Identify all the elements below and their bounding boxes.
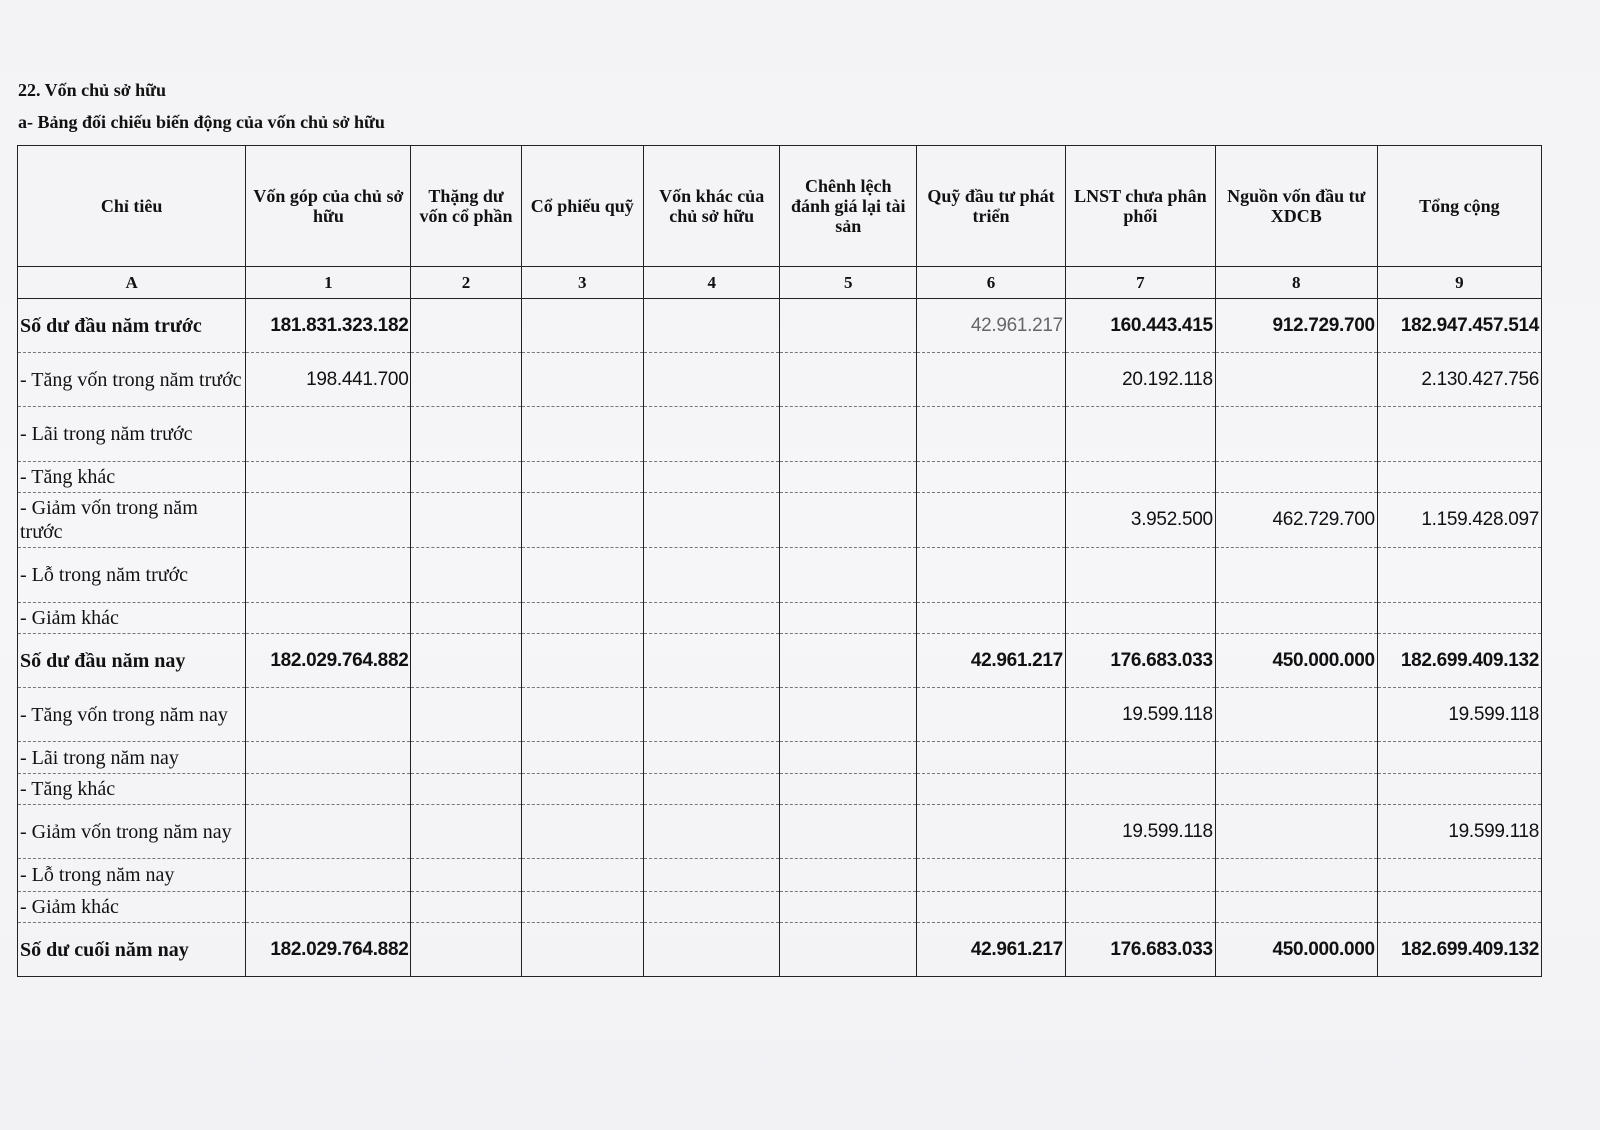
value-cell [917, 493, 1066, 548]
value-cell [643, 353, 780, 407]
value-cell [521, 462, 643, 493]
row-label: - Lỗ trong năm trước [18, 548, 246, 603]
section-subtitle: a- Bảng đối chiếu biến động của vốn chủ sở hữu [18, 112, 385, 132]
value-cell [917, 774, 1066, 805]
column-index: 7 [1065, 267, 1215, 299]
table-row [18, 688, 1542, 742]
value-cell: 176.683.033 [1065, 634, 1215, 688]
value-cell: 182.699.409.132 [1377, 923, 1541, 977]
value-cell: 19.599.118 [1377, 688, 1541, 742]
value-cell [917, 805, 1066, 859]
value-cell [411, 299, 521, 353]
column-header: Thặng dư vốn cổ phần [411, 146, 521, 267]
table-row [18, 859, 1542, 892]
header-row [18, 146, 1542, 267]
value-cell [246, 805, 411, 859]
value-cell [411, 634, 521, 688]
value-cell [1215, 892, 1377, 923]
value-cell: 160.443.415 [1065, 299, 1215, 353]
row-label: - Giảm khác [18, 603, 246, 634]
value-cell: 181.831.323.182 [246, 299, 411, 353]
row-label: - Giảm khác [18, 892, 246, 923]
column-index: A [18, 267, 246, 299]
table-row [18, 774, 1542, 805]
row-label: - Lỗ trong năm nay [18, 859, 246, 892]
row-label: Số dư cuối năm nay [18, 923, 246, 977]
value-cell [411, 923, 521, 977]
value-cell [1065, 892, 1215, 923]
value-cell [246, 892, 411, 923]
value-cell [1065, 548, 1215, 603]
value-cell [643, 688, 780, 742]
value-cell [521, 353, 643, 407]
row-label: - Giảm vốn trong năm nay [18, 805, 246, 859]
value-cell [1377, 548, 1541, 603]
table-row [18, 299, 1542, 353]
column-header: Chênh lệch đánh giá lại tài sản [780, 146, 917, 267]
table-row [18, 892, 1542, 923]
value-cell: 3.952.500 [1065, 493, 1215, 548]
value-cell [1377, 407, 1541, 462]
value-cell: 462.729.700 [1215, 493, 1377, 548]
table-header [18, 146, 1542, 267]
value-cell [780, 859, 917, 892]
column-header: Nguồn vốn đầu tư XDCB [1215, 146, 1377, 267]
value-cell [246, 774, 411, 805]
value-cell [246, 742, 411, 774]
value-cell [1215, 742, 1377, 774]
value-cell [1215, 805, 1377, 859]
value-cell [1215, 353, 1377, 407]
value-cell [411, 774, 521, 805]
value-cell [246, 603, 411, 634]
value-cell [780, 688, 917, 742]
value-cell [780, 742, 917, 774]
table-row [18, 353, 1542, 407]
value-cell: 2.130.427.756 [1377, 353, 1541, 407]
row-label: Số dư đầu năm nay [18, 634, 246, 688]
value-cell: 182.699.409.132 [1377, 634, 1541, 688]
value-cell [246, 462, 411, 493]
value-cell [643, 805, 780, 859]
table-row [18, 407, 1542, 462]
value-cell [780, 805, 917, 859]
column-header: LNST chưa phân phối [1065, 146, 1215, 267]
value-cell [521, 493, 643, 548]
value-cell [780, 299, 917, 353]
value-cell [780, 353, 917, 407]
value-cell [246, 407, 411, 462]
value-cell: 182.029.764.882 [246, 923, 411, 977]
table-row [18, 493, 1542, 548]
value-cell [1215, 859, 1377, 892]
column-index: 1 [246, 267, 411, 299]
value-cell [643, 634, 780, 688]
value-cell [521, 859, 643, 892]
column-index: 4 [643, 267, 780, 299]
value-cell: 176.683.033 [1065, 923, 1215, 977]
column-header: Vốn góp của chủ sở hữu [246, 146, 411, 267]
value-cell: 19.599.118 [1065, 805, 1215, 859]
value-cell [1215, 548, 1377, 603]
row-label: - Lãi trong năm trước [18, 407, 246, 462]
value-cell [780, 774, 917, 805]
column-header: Quỹ đầu tư phát triển [917, 146, 1066, 267]
value-cell [917, 892, 1066, 923]
value-cell [411, 688, 521, 742]
column-index: 5 [780, 267, 917, 299]
value-cell [1377, 859, 1541, 892]
value-cell [411, 603, 521, 634]
value-cell [1065, 742, 1215, 774]
value-cell [411, 462, 521, 493]
row-label: - Giảm vốn trong năm trước [18, 493, 246, 548]
value-cell [917, 462, 1066, 493]
value-cell [643, 742, 780, 774]
value-cell [1215, 462, 1377, 493]
row-label: - Tăng vốn trong năm nay [18, 688, 246, 742]
value-cell [643, 299, 780, 353]
value-cell [411, 742, 521, 774]
value-cell [780, 603, 917, 634]
value-cell [1377, 462, 1541, 493]
value-cell [643, 859, 780, 892]
value-cell [1377, 603, 1541, 634]
row-label: Số dư đầu năm trước [18, 299, 246, 353]
value-cell [411, 407, 521, 462]
value-cell [1065, 859, 1215, 892]
table-row [18, 742, 1542, 774]
equity-reconciliation-table [17, 145, 1542, 977]
row-label: - Tăng khác [18, 774, 246, 805]
value-cell [917, 688, 1066, 742]
value-cell [780, 493, 917, 548]
value-cell [521, 603, 643, 634]
table-row [18, 634, 1542, 688]
value-cell [411, 493, 521, 548]
value-cell [1215, 603, 1377, 634]
table-row [18, 603, 1542, 634]
value-cell [411, 548, 521, 603]
value-cell [521, 407, 643, 462]
value-cell [1065, 407, 1215, 462]
value-cell [780, 462, 917, 493]
column-header: Chỉ tiêu [18, 146, 246, 267]
value-cell: 19.599.118 [1377, 805, 1541, 859]
value-cell [643, 774, 780, 805]
value-cell [521, 688, 643, 742]
value-cell: 1.159.428.097 [1377, 493, 1541, 548]
value-cell [411, 892, 521, 923]
value-cell [917, 603, 1066, 634]
column-index: 3 [521, 267, 643, 299]
value-cell: 20.192.118 [1065, 353, 1215, 407]
table-row [18, 462, 1542, 493]
value-cell [246, 548, 411, 603]
value-cell [246, 859, 411, 892]
table-body [18, 267, 1542, 977]
value-cell: 450.000.000 [1215, 923, 1377, 977]
value-cell [1377, 892, 1541, 923]
value-cell [521, 548, 643, 603]
column-index: 9 [1377, 267, 1541, 299]
column-index: 6 [917, 267, 1066, 299]
value-cell [1377, 742, 1541, 774]
value-cell [780, 892, 917, 923]
value-cell [917, 548, 1066, 603]
value-cell [917, 353, 1066, 407]
value-cell [246, 688, 411, 742]
row-label: - Tăng khác [18, 462, 246, 493]
value-cell [780, 634, 917, 688]
value-cell: 42.961.217 [917, 923, 1066, 977]
value-cell: 42.961.217 [917, 634, 1066, 688]
column-header: Vốn khác của chủ sở hữu [643, 146, 780, 267]
column-index: 8 [1215, 267, 1377, 299]
value-cell [917, 859, 1066, 892]
value-cell: 182.029.764.882 [246, 634, 411, 688]
value-cell [643, 603, 780, 634]
column-header: Tổng cộng [1377, 146, 1541, 267]
value-cell [1215, 688, 1377, 742]
table-row [18, 548, 1542, 603]
row-label: - Lãi trong năm nay [18, 742, 246, 774]
value-cell [643, 548, 780, 603]
value-cell [411, 859, 521, 892]
value-cell [643, 892, 780, 923]
value-cell [521, 299, 643, 353]
value-cell [643, 462, 780, 493]
column-header: Cổ phiếu quỹ [521, 146, 643, 267]
value-cell [643, 493, 780, 548]
value-cell [246, 493, 411, 548]
value-cell: 182.947.457.514 [1377, 299, 1541, 353]
value-cell [780, 548, 917, 603]
value-cell [1065, 603, 1215, 634]
value-cell [780, 923, 917, 977]
table-row [18, 805, 1542, 859]
value-cell [1065, 462, 1215, 493]
value-cell [521, 805, 643, 859]
value-cell: 19.599.118 [1065, 688, 1215, 742]
value-cell [917, 407, 1066, 462]
column-index: 2 [411, 267, 521, 299]
value-cell [521, 892, 643, 923]
value-cell: 42.961.217 [917, 299, 1066, 353]
column-index-row [18, 267, 1542, 299]
value-cell [521, 742, 643, 774]
value-cell [643, 407, 780, 462]
value-cell [917, 742, 1066, 774]
value-cell [521, 774, 643, 805]
value-cell [780, 407, 917, 462]
value-cell: 912.729.700 [1215, 299, 1377, 353]
value-cell [643, 923, 780, 977]
value-cell [521, 923, 643, 977]
value-cell [1215, 774, 1377, 805]
value-cell [521, 634, 643, 688]
value-cell [1377, 774, 1541, 805]
section-title: 22. Vốn chủ sở hữu [18, 80, 166, 100]
value-cell [411, 805, 521, 859]
value-cell: 450.000.000 [1215, 634, 1377, 688]
value-cell [1215, 407, 1377, 462]
row-label: - Tăng vốn trong năm trước [18, 353, 246, 407]
value-cell: 198.441.700 [246, 353, 411, 407]
table-row [18, 923, 1542, 977]
value-cell [411, 353, 521, 407]
value-cell [1065, 774, 1215, 805]
